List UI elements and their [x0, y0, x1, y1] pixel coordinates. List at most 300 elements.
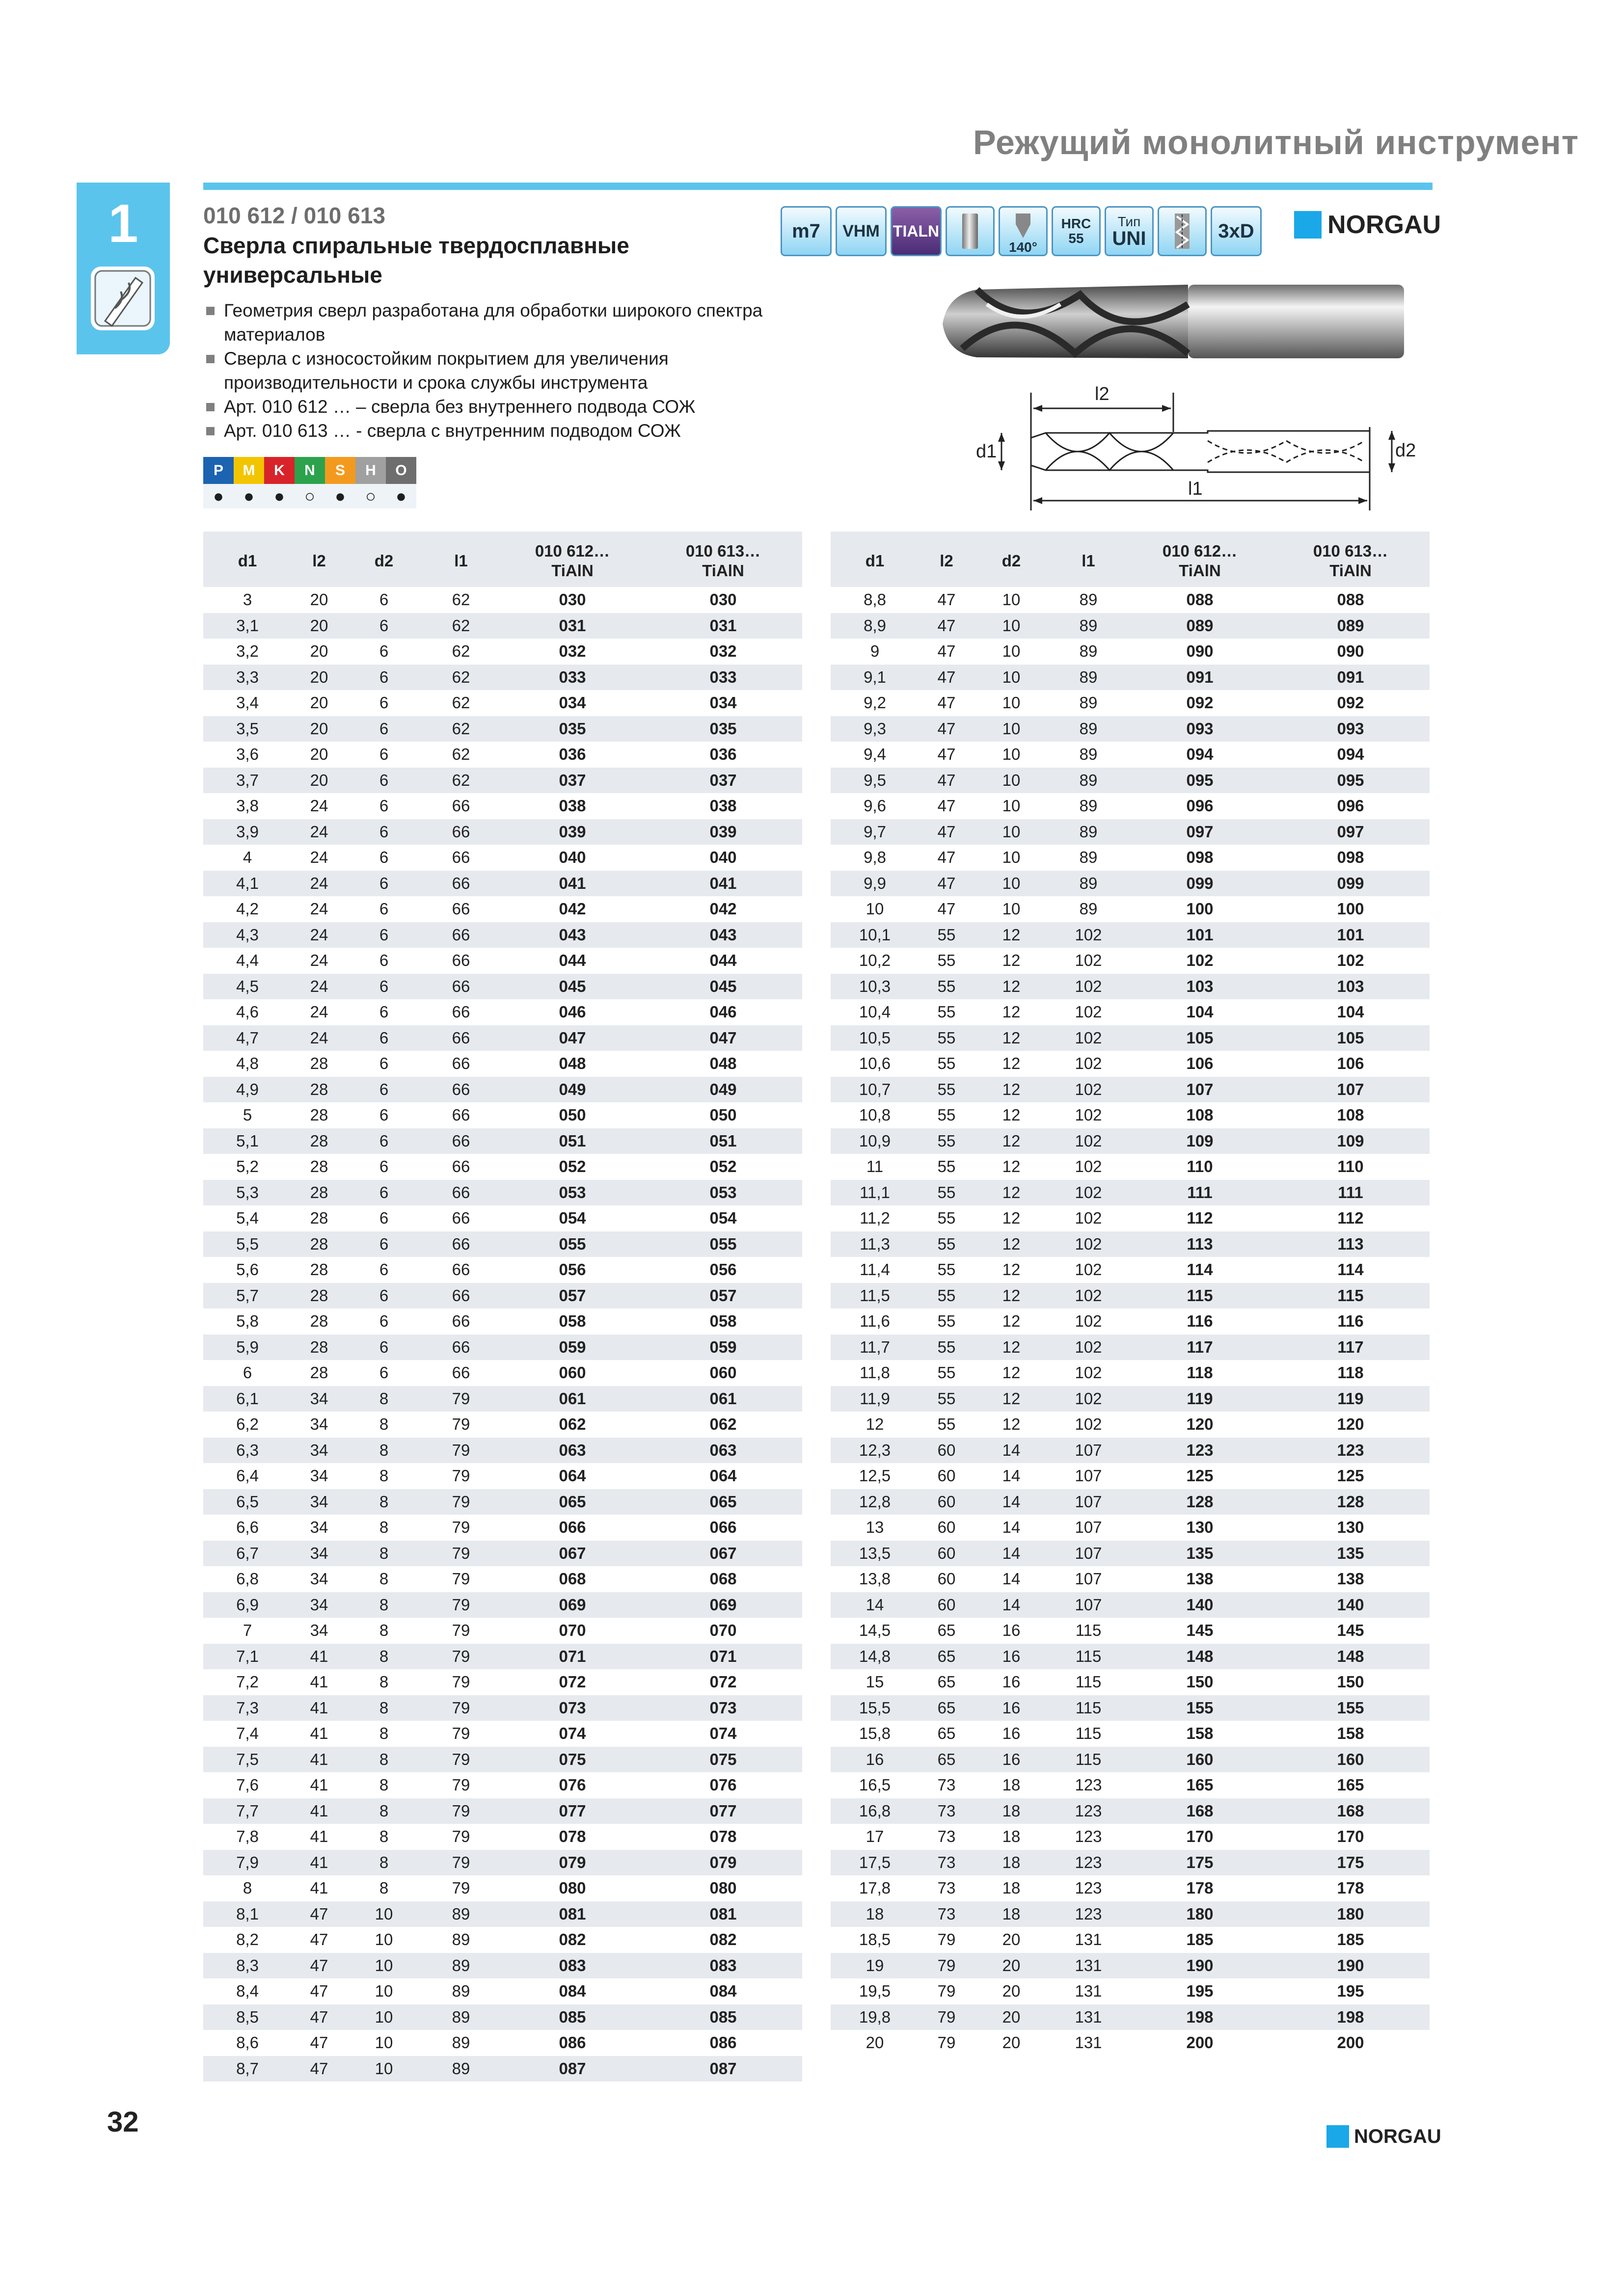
table-cell: 8 [379, 1518, 389, 1537]
article-numbers: 010 612 / 010 613 [203, 203, 385, 228]
page-number: 32 [107, 2106, 139, 2138]
table-cell: 34 [292, 1592, 347, 1618]
table-row [203, 1824, 802, 1850]
table-cell: 158 [1186, 1724, 1214, 1743]
table-row [831, 1592, 1430, 1618]
table-cell: 24 [292, 1025, 347, 1051]
table-cell: 057 [644, 1283, 802, 1309]
table-cell: 6 [379, 1312, 389, 1331]
table-row [203, 1489, 802, 1515]
table-cell: 3,1 [203, 613, 292, 639]
table-row [831, 1128, 1430, 1154]
table-row [831, 1463, 1430, 1489]
table-cell: 66 [421, 1231, 501, 1257]
table-cell: 8,5 [203, 2004, 292, 2030]
table-cell: 73 [937, 1879, 956, 1897]
table-cell: 084 [709, 1982, 737, 2001]
table-cell: 28 [310, 1363, 328, 1382]
table-cell: 12 [1002, 1260, 1021, 1279]
table-cell: 097 [1128, 819, 1271, 845]
table-cell: 044 [709, 951, 737, 970]
table-cell: 15,5 [831, 1695, 919, 1721]
table-cell: 069 [644, 1592, 802, 1618]
table-cell: 89 [421, 2004, 501, 2030]
table-row [831, 1154, 1430, 1180]
table-cell: 107 [1049, 1489, 1128, 1515]
type-value: UNI [1112, 228, 1146, 249]
table-cell: 10,5 [831, 1025, 919, 1051]
table-cell: 11,8 [860, 1363, 890, 1382]
table-cell: 47 [310, 1930, 328, 1949]
table-cell: 081 [644, 1901, 802, 1927]
table-cell: 79 [937, 2033, 956, 2052]
table-cell: 112 [1337, 1209, 1364, 1228]
table-cell: 094 [1186, 745, 1214, 764]
size-table-right [831, 532, 1430, 2056]
table-row [831, 1798, 1430, 1824]
table-cell: 8 [379, 1879, 389, 1897]
table-cell: 118 [1187, 1363, 1213, 1382]
table-cell: 15 [866, 1673, 884, 1691]
table-cell: 79 [421, 1541, 501, 1567]
table-cell: 045 [501, 974, 644, 1000]
table-row [203, 742, 802, 768]
table-cell: 20 [292, 665, 347, 691]
table-cell: 89 [1049, 819, 1128, 845]
table-cell: 24 [292, 871, 347, 897]
table-cell: 6 [347, 1283, 421, 1309]
table-cell: 032 [559, 642, 586, 661]
table-cell: 73 [937, 1827, 956, 1846]
table-cell: 6 [379, 1157, 389, 1176]
table-row [203, 1747, 802, 1773]
table-cell: 3,8 [236, 797, 259, 815]
table-cell: 093 [1271, 716, 1430, 742]
table-cell: 8 [347, 1489, 421, 1515]
table-cell: 66 [452, 1209, 470, 1228]
column-header [501, 533, 644, 587]
column-header-text: TiAlN [551, 561, 594, 580]
table-cell: 11,2 [860, 1209, 890, 1228]
table-cell: 28 [310, 1157, 328, 1176]
table-cell: 056 [559, 1260, 586, 1279]
table-cell: 090 [1337, 642, 1364, 661]
table-row [203, 1901, 802, 1927]
table-cell: 20 [310, 745, 328, 764]
table-cell: 55 [937, 1260, 956, 1279]
table-cell: 107 [1271, 1077, 1430, 1103]
table-cell: 059 [501, 1335, 644, 1361]
table-cell: 107 [1128, 1077, 1271, 1103]
table-row [831, 948, 1430, 974]
table-cell: 095 [1271, 768, 1430, 794]
table-cell: 037 [501, 768, 644, 794]
table-cell: 8,9 [831, 613, 919, 639]
table-cell: 47 [292, 2056, 347, 2082]
table-cell: 10,9 [831, 1128, 919, 1154]
table-cell: 7,6 [236, 1776, 259, 1794]
hrc-value: 55 [1068, 231, 1084, 246]
table-row [203, 1463, 802, 1489]
table-cell: 125 [1186, 1467, 1214, 1485]
table-cell: 075 [644, 1747, 802, 1773]
table-cell: 6 [347, 1025, 421, 1051]
table-cell: 7,3 [203, 1695, 292, 1721]
column-header-text: d1 [865, 551, 885, 570]
table-cell: 073 [501, 1695, 644, 1721]
table-cell: 102 [1075, 1106, 1102, 1124]
column-header [421, 533, 501, 587]
table-row [831, 1772, 1430, 1798]
table-cell: 042 [709, 900, 737, 918]
shank-icon [946, 206, 995, 256]
table-row [831, 1205, 1430, 1231]
table-cell: 034 [709, 694, 737, 712]
table-cell: 175 [1128, 1850, 1271, 1876]
column-header-text: d1 [238, 551, 257, 570]
table-cell: 104 [1337, 1003, 1364, 1021]
table-cell: 170 [1186, 1827, 1214, 1846]
table-cell: 113 [1271, 1231, 1430, 1257]
table-cell: 047 [644, 1025, 802, 1051]
table-cell: 11,1 [831, 1180, 919, 1206]
table-cell: 046 [559, 1003, 586, 1021]
iso-group-h: H [355, 457, 386, 484]
table-cell: 24 [310, 848, 328, 867]
table-cell: 8 [379, 1467, 389, 1485]
column-header [1271, 533, 1430, 587]
table-cell: 66 [452, 1260, 470, 1279]
table-cell: 175 [1271, 1850, 1430, 1876]
iso-suitability-mark: ○ [355, 484, 386, 508]
table-cell: 6,3 [203, 1438, 292, 1464]
table-cell: 050 [709, 1106, 737, 1124]
table-cell: 9,1 [831, 665, 919, 691]
brand-name: NORGAU [1327, 211, 1441, 239]
table-cell: 111 [1271, 1180, 1430, 1206]
table-cell: 080 [709, 1879, 737, 1897]
table-cell: 12 [974, 974, 1049, 1000]
table-cell: 060 [709, 1363, 737, 1382]
table-cell: 116 [1187, 1312, 1213, 1331]
table-cell: 20 [310, 590, 328, 609]
table-cell: 41 [310, 1724, 328, 1743]
table-cell: 14 [1002, 1518, 1021, 1537]
table-row [203, 1592, 802, 1618]
table-row [831, 1978, 1430, 2004]
table-cell: 12 [974, 1025, 1049, 1051]
type-label: Тип [1117, 214, 1141, 229]
table-row [203, 1180, 802, 1206]
table-cell: 34 [310, 1467, 328, 1485]
table-cell: 8,8 [864, 590, 886, 609]
table-cell: 55 [919, 1025, 974, 1051]
table-cell: 038 [709, 797, 737, 815]
table-cell: 051 [644, 1128, 802, 1154]
table-cell: 076 [559, 1776, 586, 1794]
table-cell: 18 [974, 1901, 1049, 1927]
hardness-icon [1052, 206, 1101, 256]
table-cell: 66 [452, 1003, 470, 1021]
table-cell: 14 [831, 1592, 919, 1618]
table-cell: 7,8 [236, 1827, 259, 1846]
table-cell: 092 [1186, 694, 1214, 712]
table-row [203, 716, 802, 742]
table-cell: 089 [1271, 613, 1430, 639]
table-row [831, 1644, 1430, 1670]
table-cell: 62 [421, 665, 501, 691]
table-cell: 8 [379, 1724, 389, 1743]
table-cell: 102 [1049, 1128, 1128, 1154]
table-cell: 19,8 [831, 2004, 919, 2030]
table-row [203, 1205, 802, 1231]
table-row [831, 1180, 1430, 1206]
table-cell: 28 [292, 1077, 347, 1103]
table-cell: 061 [501, 1386, 644, 1412]
table-cell: 5,3 [203, 1180, 292, 1206]
table-cell: 6,5 [203, 1489, 292, 1515]
table-cell: 107 [1075, 1467, 1102, 1485]
table-cell: 89 [1049, 716, 1128, 742]
brand-square [1294, 211, 1322, 239]
table-cell: 058 [559, 1312, 586, 1331]
table-cell: 60 [919, 1438, 974, 1464]
table-row [203, 1283, 802, 1309]
table-row [203, 2056, 802, 2082]
table-cell: 071 [644, 1644, 802, 1670]
table-cell: 12 [974, 1335, 1049, 1361]
table-row [831, 1231, 1430, 1257]
table-cell: 115 [1075, 1621, 1102, 1640]
table-cell: 28 [292, 1335, 347, 1361]
table-cell: 47 [937, 745, 956, 764]
table-row [831, 1901, 1430, 1927]
table-cell: 28 [292, 1180, 347, 1206]
table-cell: 9,4 [864, 745, 886, 764]
table-cell: 10,3 [831, 974, 919, 1000]
table-cell: 036 [709, 745, 737, 764]
table-cell: 79 [421, 1438, 501, 1464]
table-cell: 178 [1186, 1879, 1214, 1897]
table-cell: 20 [292, 613, 347, 639]
iso-group-k: K [264, 457, 295, 484]
table-cell: 66 [421, 974, 501, 1000]
table-cell: 102 [1075, 1209, 1102, 1228]
depth-icon: 3xD [1211, 206, 1262, 256]
table-cell: 074 [559, 1724, 586, 1743]
table-row [203, 665, 802, 691]
table-row [203, 1231, 802, 1257]
table-row [831, 1360, 1430, 1386]
table-cell: 73 [937, 1776, 956, 1794]
table-cell: 10 [974, 768, 1049, 794]
table-cell: 6 [379, 1003, 389, 1021]
table-cell: 4,1 [203, 871, 292, 897]
table-row [831, 1824, 1430, 1850]
table-cell: 106 [1186, 1054, 1214, 1073]
table-cell: 063 [501, 1438, 644, 1464]
table-cell: 6,1 [203, 1386, 292, 1412]
table-cell: 128 [1128, 1489, 1271, 1515]
table-cell: 150 [1186, 1673, 1214, 1691]
table-cell: 20 [974, 1953, 1049, 1979]
table-row [203, 1618, 802, 1644]
table-cell: 10 [347, 1953, 421, 1979]
table-row [831, 1875, 1430, 1901]
table-cell: 12,8 [831, 1489, 919, 1515]
table-cell: 110 [1337, 1157, 1364, 1176]
table-cell: 11,6 [860, 1312, 890, 1331]
table-row [203, 819, 802, 845]
l2-label: l2 [1095, 384, 1109, 404]
table-cell: 18 [974, 1850, 1049, 1876]
table-cell: 16 [1002, 1724, 1021, 1743]
table-cell: 8,1 [203, 1901, 292, 1927]
table-cell: 9,6 [864, 797, 886, 815]
table-cell: 24 [292, 819, 347, 845]
table-cell: 030 [709, 590, 737, 609]
table-cell: 080 [559, 1879, 586, 1897]
table-cell: 103 [1128, 974, 1271, 1000]
table-row [831, 1335, 1430, 1361]
table-cell: 077 [501, 1798, 644, 1824]
table-cell: 89 [1049, 768, 1128, 794]
table-cell: 107 [1075, 1570, 1102, 1588]
table-cell: 079 [644, 1850, 802, 1876]
table-row [203, 871, 802, 897]
table-row [203, 1721, 802, 1747]
table-cell: 040 [559, 848, 586, 867]
table-cell: 79 [421, 1798, 501, 1824]
table-cell: 140 [1271, 1592, 1430, 1618]
table-cell: 66 [421, 1283, 501, 1309]
table-cell: 89 [1049, 871, 1128, 897]
table-cell: 10 [1002, 590, 1021, 609]
table-cell: 040 [709, 848, 737, 867]
table-cell: 6,2 [236, 1415, 259, 1434]
table-cell: 55 [919, 1283, 974, 1309]
table-cell: 28 [292, 1231, 347, 1257]
table-cell: 66 [421, 1335, 501, 1361]
table-row [203, 768, 802, 794]
table-cell: 048 [559, 1054, 586, 1073]
section-title: Режущий монолитный инструмент [973, 123, 1579, 161]
table-cell: 150 [1337, 1673, 1364, 1691]
table-cell: 14 [974, 1489, 1049, 1515]
table-cell: 89 [1079, 797, 1098, 815]
table-cell: 087 [501, 2056, 644, 2082]
table-cell: 108 [1186, 1106, 1214, 1124]
table-cell: 66 [452, 1054, 470, 1073]
table-cell: 119 [1128, 1386, 1271, 1412]
table-cell: 66 [421, 1180, 501, 1206]
table-cell: 056 [709, 1260, 737, 1279]
table-cell: 55 [937, 951, 956, 970]
table-cell: 16 [831, 1747, 919, 1773]
table-row [831, 999, 1430, 1025]
table-cell: 102 [1075, 1003, 1102, 1021]
table-cell: 102 [1075, 1054, 1102, 1073]
table-cell: 55 [919, 1386, 974, 1412]
table-cell: 20 [1002, 1930, 1021, 1949]
iso-group-s: S [325, 457, 355, 484]
table-cell: 12 [974, 1077, 1049, 1103]
table-cell: 28 [310, 1312, 328, 1331]
table-cell: 55 [919, 1128, 974, 1154]
table-cell: 8 [347, 1850, 421, 1876]
table-cell: 099 [1271, 871, 1430, 897]
table-cell: 054 [709, 1209, 737, 1228]
table-cell: 9,9 [831, 871, 919, 897]
table-cell: 081 [501, 1901, 644, 1927]
iso-group-n: N [295, 457, 325, 484]
table-cell: 4,3 [203, 922, 292, 948]
table-cell: 158 [1337, 1724, 1364, 1743]
table-cell: 66 [452, 1106, 470, 1124]
table-cell: 28 [310, 1260, 328, 1279]
table-cell: 102 [1049, 974, 1128, 1000]
table-row [203, 613, 802, 639]
table-cell: 135 [1128, 1541, 1271, 1567]
table-cell: 10,7 [831, 1077, 919, 1103]
table-cell: 41 [310, 1827, 328, 1846]
table-cell: 062 [559, 1415, 586, 1434]
d2-label: d2 [1395, 440, 1416, 461]
drill-category-icon [90, 266, 155, 331]
table-cell: 053 [644, 1180, 802, 1206]
table-cell: 3,5 [203, 716, 292, 742]
table-cell: 096 [1186, 797, 1214, 815]
column-header-text: l2 [312, 551, 326, 570]
table-cell: 55 [937, 1415, 956, 1434]
table-cell: 79 [452, 1467, 470, 1485]
material-icon: VHM [836, 206, 887, 256]
table-cell: 6 [379, 1363, 389, 1382]
column-header-text: 010 613… [685, 541, 761, 560]
table-cell: 031 [501, 613, 644, 639]
table-cell: 34 [310, 1415, 328, 1434]
column-header [347, 533, 421, 587]
table-row [831, 1850, 1430, 1876]
table-cell: 128 [1271, 1489, 1430, 1515]
table-cell: 55 [937, 1312, 956, 1331]
table-row [203, 1798, 802, 1824]
table-cell: 052 [709, 1157, 737, 1176]
property-icons [781, 206, 1262, 256]
table-cell: 8,6 [236, 2033, 259, 2052]
table-cell: 55 [937, 1363, 956, 1382]
table-cell: 115 [1075, 1673, 1102, 1691]
table-cell: 60 [937, 1570, 956, 1588]
table-row [831, 587, 1430, 613]
table-cell: 6 [379, 900, 389, 918]
table-cell: 085 [644, 2004, 802, 2030]
table-cell: 10 [1002, 745, 1021, 764]
table-cell: 11,3 [831, 1231, 919, 1257]
table-cell: 109 [1271, 1128, 1430, 1154]
table-cell: 6 [379, 951, 389, 970]
footer-brand-square [1326, 2125, 1349, 2148]
table-cell: 14,8 [831, 1644, 919, 1670]
table-cell: 123 [1128, 1438, 1271, 1464]
table-cell: 28 [310, 1209, 328, 1228]
table-cell: 12,3 [831, 1438, 919, 1464]
product-title: Сверла спиральные твердосплавные универсальные [203, 233, 629, 288]
column-header-text: 010 613… [1313, 541, 1388, 560]
table-cell: 5,9 [203, 1335, 292, 1361]
table-row [203, 1953, 802, 1979]
table-cell: 28 [310, 1106, 328, 1124]
